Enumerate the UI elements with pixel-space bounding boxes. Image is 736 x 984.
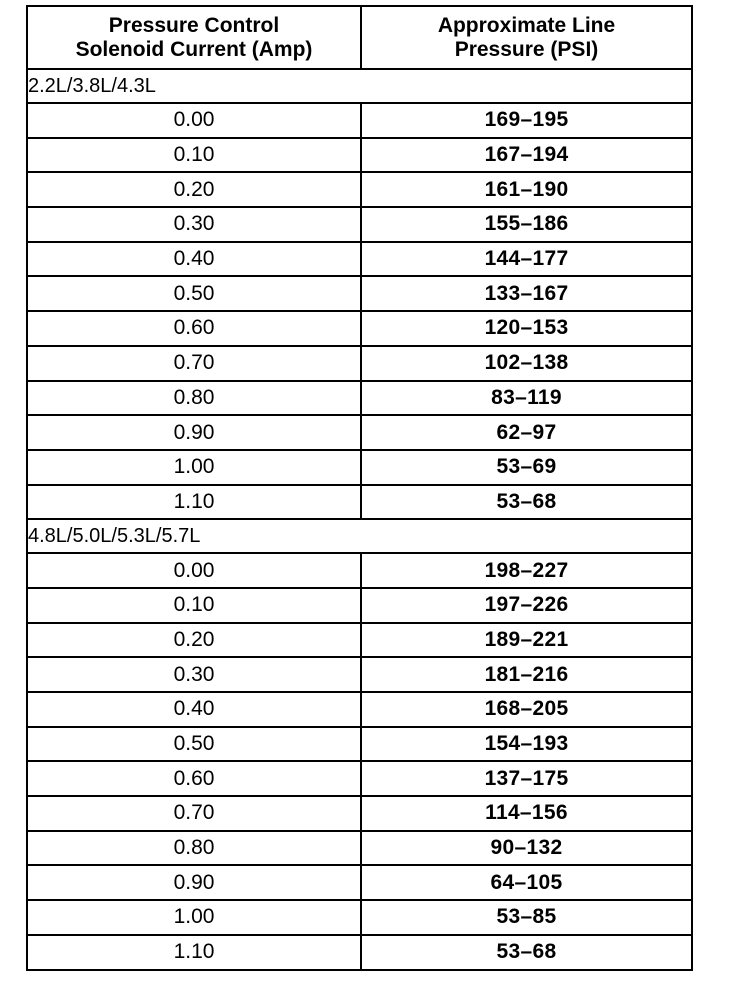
solenoid-current-cell: 0.40 bbox=[27, 242, 361, 277]
solenoid-current-cell: 0.90 bbox=[27, 415, 361, 450]
line-pressure-cell: 133–167 bbox=[361, 276, 692, 311]
line-pressure-cell: 90–132 bbox=[361, 831, 692, 866]
pressure-spec-table bbox=[26, 5, 693, 971]
solenoid-current-cell: 0.70 bbox=[27, 796, 361, 831]
table-row bbox=[27, 900, 692, 935]
line-pressure-cell: 120–153 bbox=[361, 311, 692, 346]
header-line: Pressure Control bbox=[108, 13, 280, 37]
solenoid-current-cell: 0.60 bbox=[27, 761, 361, 796]
table-row bbox=[27, 450, 692, 485]
engine-group-label: 4.8L/5.0L/5.3L/5.7L bbox=[27, 519, 692, 553]
table-row bbox=[27, 761, 692, 796]
table-body bbox=[27, 69, 692, 970]
engine-group-label: 2.2L/3.8L/4.3L bbox=[27, 69, 692, 103]
table-row bbox=[27, 311, 692, 346]
group-row bbox=[27, 69, 692, 103]
line-pressure-cell: 53–68 bbox=[361, 935, 692, 970]
table-row bbox=[27, 381, 692, 416]
line-pressure-cell: 197–226 bbox=[361, 588, 692, 623]
solenoid-current-cell: 1.10 bbox=[27, 485, 361, 520]
solenoid-current-cell: 0.30 bbox=[27, 657, 361, 692]
solenoid-current-cell: 0.10 bbox=[27, 138, 361, 173]
group-row bbox=[27, 519, 692, 553]
table-row bbox=[27, 657, 692, 692]
line-pressure-cell: 198–227 bbox=[361, 553, 692, 588]
solenoid-current-cell: 0.80 bbox=[27, 831, 361, 866]
line-pressure-cell: 181–216 bbox=[361, 657, 692, 692]
table-row bbox=[27, 692, 692, 727]
line-pressure-cell: 64–105 bbox=[361, 865, 692, 900]
line-pressure-cell: 102–138 bbox=[361, 346, 692, 381]
solenoid-current-cell: 0.50 bbox=[27, 276, 361, 311]
table-row bbox=[27, 727, 692, 762]
line-pressure-cell: 144–177 bbox=[361, 242, 692, 277]
line-pressure-cell: 53–68 bbox=[361, 485, 692, 520]
header-line: Pressure (PSI) bbox=[454, 37, 599, 61]
table-row bbox=[27, 553, 692, 588]
table-row bbox=[27, 242, 692, 277]
solenoid-current-cell: 0.60 bbox=[27, 311, 361, 346]
line-pressure-cell: 167–194 bbox=[361, 138, 692, 173]
solenoid-current-cell: 0.20 bbox=[27, 172, 361, 207]
table-row bbox=[27, 138, 692, 173]
solenoid-current-cell: 0.20 bbox=[27, 623, 361, 658]
line-pressure-cell: 155–186 bbox=[361, 207, 692, 242]
solenoid-current-cell: 0.00 bbox=[27, 553, 361, 588]
line-pressure-cell: 62–97 bbox=[361, 415, 692, 450]
solenoid-current-cell: 0.80 bbox=[27, 381, 361, 416]
line-pressure-cell: 161–190 bbox=[361, 172, 692, 207]
table-row bbox=[27, 346, 692, 381]
line-pressure-cell: 137–175 bbox=[361, 761, 692, 796]
line-pressure-cell: 168–205 bbox=[361, 692, 692, 727]
table-row bbox=[27, 415, 692, 450]
line-pressure-cell: 169–195 bbox=[361, 103, 692, 138]
table-row bbox=[27, 172, 692, 207]
table-row bbox=[27, 207, 692, 242]
header-line: Approximate Line bbox=[437, 13, 616, 37]
table-row bbox=[27, 276, 692, 311]
line-pressure-cell: 189–221 bbox=[361, 623, 692, 658]
table-row bbox=[27, 623, 692, 658]
header-line-pressure bbox=[361, 6, 692, 69]
table-row bbox=[27, 103, 692, 138]
table-row bbox=[27, 588, 692, 623]
table-row bbox=[27, 831, 692, 866]
line-pressure-cell: 53–85 bbox=[361, 900, 692, 935]
table-row bbox=[27, 865, 692, 900]
solenoid-current-cell: 0.00 bbox=[27, 103, 361, 138]
solenoid-current-cell: 0.70 bbox=[27, 346, 361, 381]
solenoid-current-cell: 0.90 bbox=[27, 865, 361, 900]
solenoid-current-cell: 0.10 bbox=[27, 588, 361, 623]
solenoid-current-cell: 1.00 bbox=[27, 450, 361, 485]
solenoid-current-cell: 1.00 bbox=[27, 900, 361, 935]
solenoid-current-cell: 1.10 bbox=[27, 935, 361, 970]
line-pressure-cell: 154–193 bbox=[361, 727, 692, 762]
header-row bbox=[27, 6, 692, 69]
header-solenoid-current bbox=[27, 6, 361, 69]
line-pressure-cell: 83–119 bbox=[361, 381, 692, 416]
solenoid-current-cell: 0.50 bbox=[27, 727, 361, 762]
table-row bbox=[27, 796, 692, 831]
header-line: Solenoid Current (Amp) bbox=[75, 37, 313, 61]
solenoid-current-cell: 0.30 bbox=[27, 207, 361, 242]
solenoid-current-cell: 0.40 bbox=[27, 692, 361, 727]
line-pressure-cell: 114–156 bbox=[361, 796, 692, 831]
table-row bbox=[27, 485, 692, 520]
line-pressure-cell: 53–69 bbox=[361, 450, 692, 485]
table-row bbox=[27, 935, 692, 970]
